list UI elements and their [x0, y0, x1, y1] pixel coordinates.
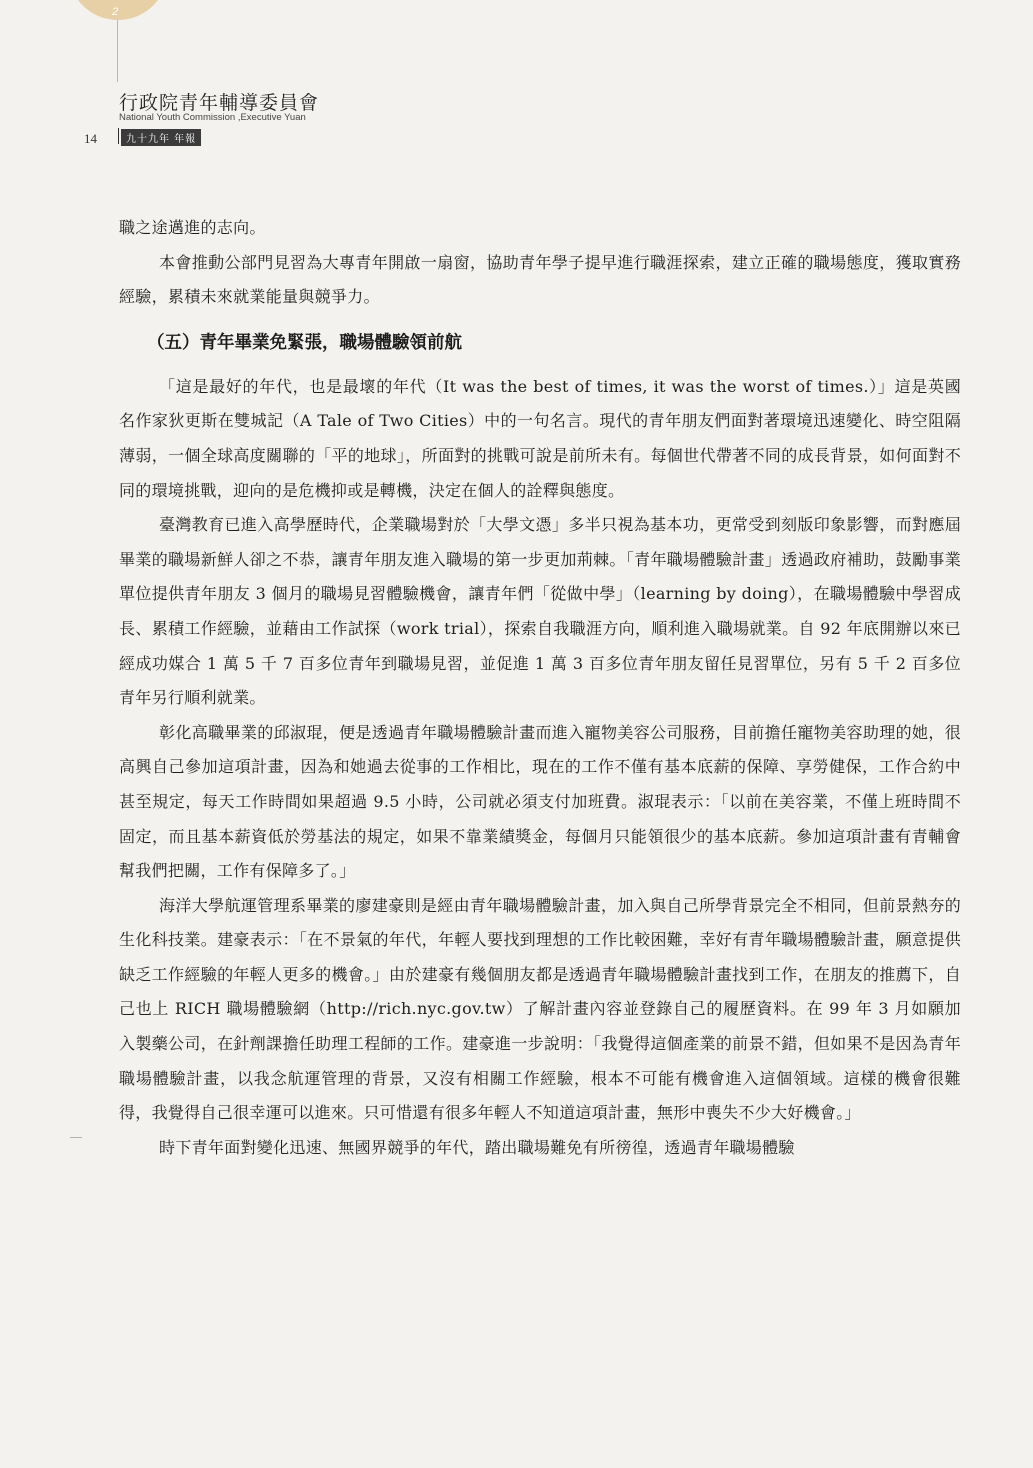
paragraph-case-biotech: 海洋大學航運管理系畢業的廖建豪則是經由青年職場體驗計畫，加入與自己所學背景完全不相同，但前景熱夯的生化科技業。建豪表示：「在不景氣的年代，年輕人要找到理想的工作比較困難，幸好有青年職場體驗計畫，願意提供缺乏工作經驗的年輕人更多的機會。」由於建豪有幾個朋友都是透過青年職場體驗計畫找到工作，在朋友的推薦下，自己也上 RICH 職場體驗網（http://rich.nyc.gov.tw）了解計畫內容並登錄自己的履歷資料。在 99 年 3 月如願加入製藥公司，在針劑課擔任助理工程師的工作。建豪進一步說明：「我覺得這個產業的前景不錯，但如果不是因為青年職場體驗計畫，以我念航運管理的背景，又沒有相關工作經驗，根本不可能有機會進入這個領域。這樣的機會很難得，我覺得自己很幸運可以進來。只可惜還有很多年輕人不知道這項計畫，無形中喪失不少大好機會。」 [119, 895, 961, 1123]
corner-number: 2 [112, 6, 119, 18]
corner-divider [117, 20, 118, 82]
paragraph-case-pet-grooming: 彰化高職畢業的邱淑琨，便是透過青年職場體驗計畫而進入寵物美容公司服務，目前擔任寵物美容助理的她，很高興自己參加這項計畫，因為和她過去從事的工作相比，現在的工作不僅有基本底薪的保障、享勞健保，工作合約中甚至規定，每天工作時間如果超過 9.5 小時，公司就必須支付加班費。淑琨表示：「以前在美容業，不僅上班時間不固定，而且基本薪資低於勞基法的規定，如果不靠業績獎金，每個月只能領很少的基本底薪。參加這項計畫有青輔會幫我們把關，工作有保障多了。」 [119, 722, 961, 881]
section-heading: （五）青年畢業免緊張，職場體驗領前航 [147, 332, 462, 353]
organization-name-english: National Youth Commission ,Executive Yuan [119, 112, 306, 123]
header-divider [118, 128, 119, 144]
paragraph-closing: 時下青年面對變化迅速、無國界競爭的年代，踏出職場難免有所徬徨，透過青年職場體驗 [159, 1137, 795, 1157]
page-number: 14 [84, 131, 97, 146]
paragraph-dickens-quote: 「這是最好的年代，也是最壞的年代（It was the best of times, it was the worst of times.）」這是英國名作家狄更斯在雙城記（A Tale of Two Cities）中的一句名言。現代的青年朋友們面對著環境迅速變化、時空阻隔薄弱，一個全球高度關聯的「平的地球」，所面對的挑戰可說是前所未有。每個世代帶著不同的成長背景，如何面對不同的環境挑戰，迎向的是危機抑或是轉機，決定在個人的詮釋與態度。 [119, 376, 961, 500]
article-body [119, 211, 961, 1165]
paragraph-public-internship: 本會推動公部門見習為大專青年開啟一扇窗，協助青年學子提早進行職涯探索，建立正確的職場態度，獲取實務經驗，累積未來就業能量與競爭力。 [119, 252, 961, 307]
paragraph-program-overview: 臺灣教育已進入高學歷時代，企業職場對於「大學文憑」多半只視為基本功，更常受到刻版印象影響，而對應屆畢業的職場新鮮人卻之不恭，讓青年朋友進入職場的第一步更加荊棘。「青年職場體驗計畫」透過政府補助，鼓勵事業單位提供青年朋友 3 個月的職場見習體驗機會，讓青年們「從做中學」（learning by doing），在職場體驗中學習成長、累積工作經驗，並藉由工作試探（work trial），探索自我職涯方向，順利進入職場就業。自 92 年底開辦以來已經成功媒合 1 萬 5 千 7 百多位青年到職場見習，並促進 1 萬 3 百多位青年朋友留任見習單位，另有 5 千 2 百多位青年另行順利就業。 [119, 515, 961, 708]
page-mark [70, 1137, 82, 1138]
annual-report-badge: 九十九年 年報 [121, 129, 201, 146]
paragraph-continued: 職之途邁進的志向。 [119, 218, 266, 237]
organization-name: 行政院青年輔導委員會 [119, 92, 320, 114]
